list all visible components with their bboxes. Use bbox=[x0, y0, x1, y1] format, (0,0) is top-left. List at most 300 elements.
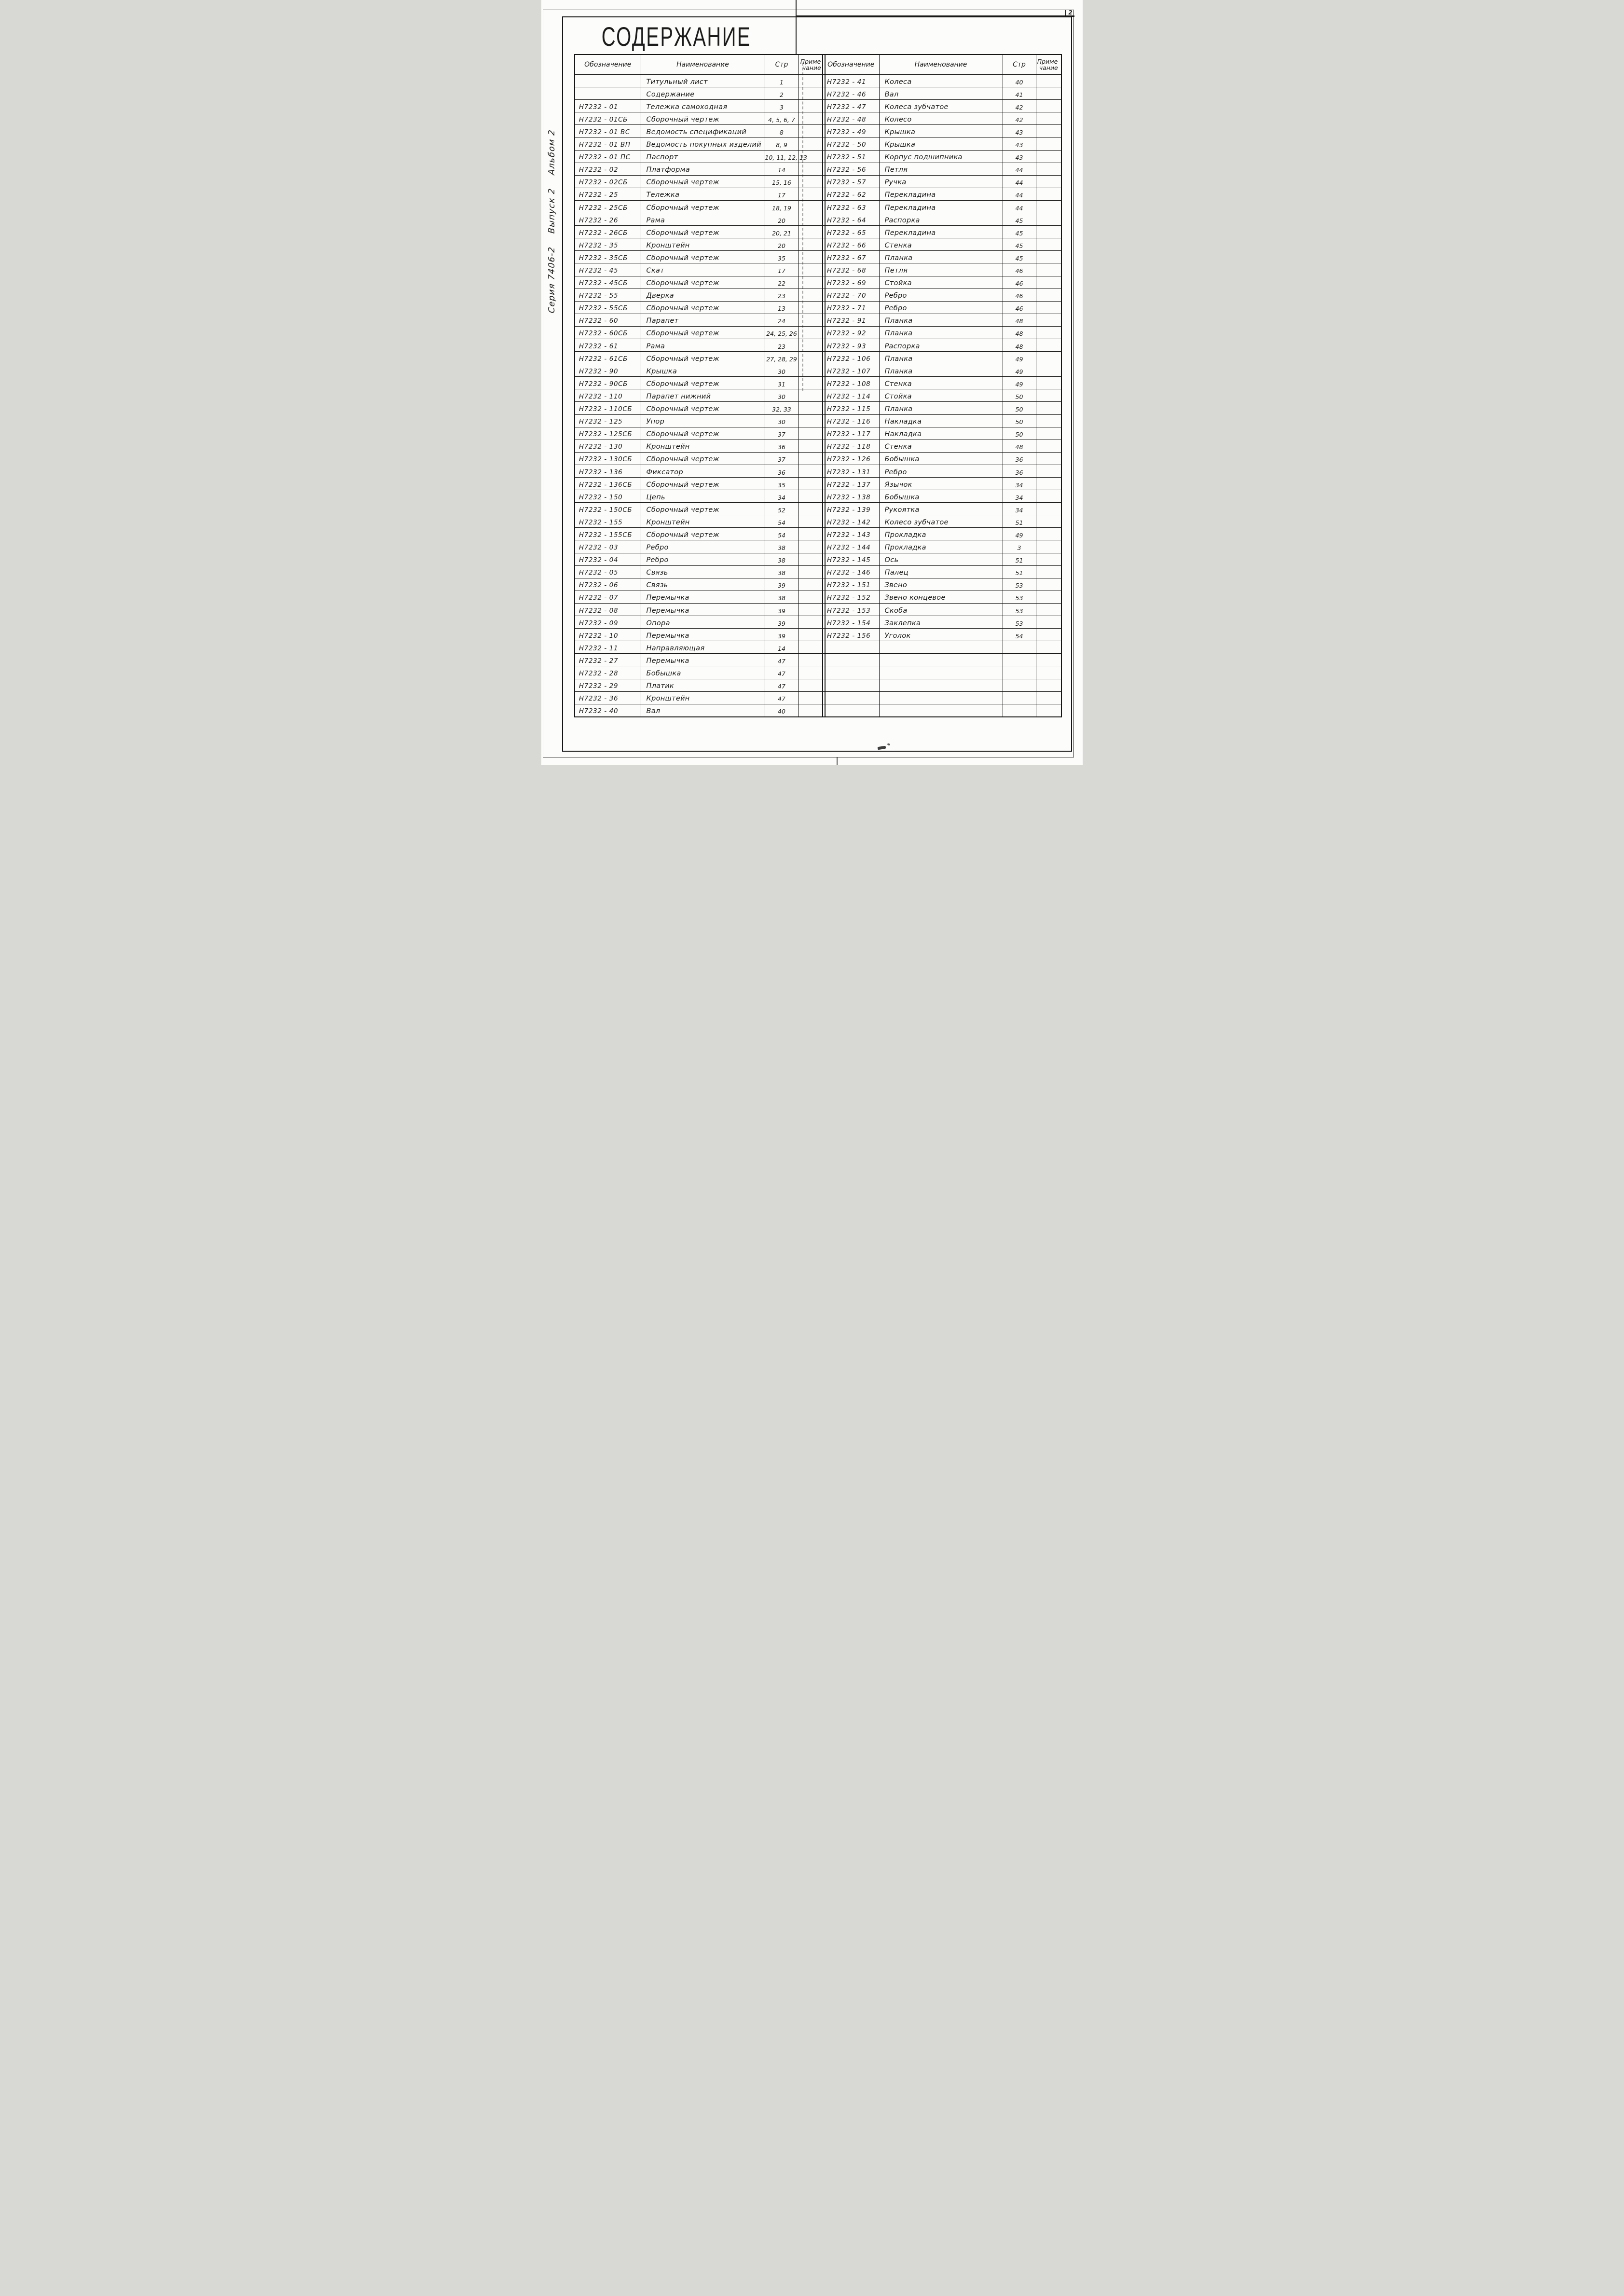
cell-name: Распорка bbox=[879, 339, 1003, 351]
table-row bbox=[575, 565, 825, 578]
table-row bbox=[823, 528, 1061, 540]
cell-designation: Н7232 - 41 bbox=[823, 75, 879, 87]
cell-designation: Н7232 - 115 bbox=[823, 402, 879, 414]
cell-pages: 44 bbox=[1003, 188, 1036, 200]
cell-name: Перемычка bbox=[641, 654, 765, 666]
cell-name bbox=[879, 641, 1003, 654]
cell-designation: Н7232 - 110 bbox=[575, 389, 641, 402]
table-row-empty bbox=[823, 691, 1061, 704]
cell-note bbox=[1036, 276, 1061, 289]
cell-name: Ребро bbox=[641, 553, 765, 565]
cell-note bbox=[1036, 112, 1061, 125]
cell-note bbox=[1036, 553, 1061, 565]
cell-name: Парапет bbox=[641, 314, 765, 326]
cell-designation: Н7232 - 40 bbox=[575, 704, 641, 717]
cell-pages: 17 bbox=[765, 263, 798, 276]
cell-note bbox=[1036, 251, 1061, 263]
cell-note bbox=[798, 578, 825, 591]
header-page: Стр bbox=[1003, 55, 1036, 75]
table-row bbox=[823, 364, 1061, 377]
cell-name: Распорка bbox=[879, 213, 1003, 226]
cell-designation: Н7232 - 130 bbox=[575, 440, 641, 452]
cell-designation bbox=[823, 704, 879, 717]
cell-name bbox=[879, 691, 1003, 704]
table-row bbox=[575, 414, 825, 427]
cell-note bbox=[798, 629, 825, 641]
cell-pages: 34 bbox=[1003, 490, 1036, 503]
table-row bbox=[823, 175, 1061, 188]
cell-note bbox=[1036, 666, 1061, 679]
cell-pages: 8 bbox=[765, 125, 798, 137]
cell-name: Связь bbox=[641, 578, 765, 591]
cell-pages: 36 bbox=[1003, 465, 1036, 477]
cell-pages: 54 bbox=[1003, 629, 1036, 641]
cell-name: Связь bbox=[641, 565, 765, 578]
table-row bbox=[823, 414, 1061, 427]
table-row bbox=[575, 578, 825, 591]
table-row bbox=[575, 591, 825, 603]
cell-designation: Н7232 - 01 ПС bbox=[575, 150, 641, 163]
cell-note bbox=[1036, 377, 1061, 389]
cell-pages: 51 bbox=[1003, 515, 1036, 528]
scanned-sheet bbox=[541, 0, 1083, 765]
cell-note bbox=[798, 528, 825, 540]
table-row bbox=[823, 238, 1061, 251]
cell-name: Опора bbox=[641, 616, 765, 629]
cell-note bbox=[798, 553, 825, 565]
table-row bbox=[575, 251, 825, 263]
cell-name: Сборочный чертеж bbox=[641, 301, 765, 314]
cell-pages: 18, 19 bbox=[765, 200, 798, 213]
cell-designation: Н7232 - 47 bbox=[823, 100, 879, 112]
cell-designation: Н7232 - 11 bbox=[575, 641, 641, 654]
table-row bbox=[823, 112, 1061, 125]
cell-name: Планка bbox=[879, 251, 1003, 263]
cell-designation: Н7232 - 49 bbox=[823, 125, 879, 137]
cell-name: Кронштейн bbox=[641, 238, 765, 251]
cell-designation: Н7232 - 63 bbox=[823, 200, 879, 213]
cell-designation: Н7232 - 01 ВС bbox=[575, 125, 641, 137]
table-row bbox=[823, 553, 1061, 565]
cell-designation: Н7232 - 93 bbox=[823, 339, 879, 351]
cell-pages: 47 bbox=[765, 691, 798, 704]
cell-pages: 37 bbox=[765, 427, 798, 440]
cell-note bbox=[1036, 137, 1061, 150]
table-row bbox=[575, 603, 825, 616]
cell-pages: 39 bbox=[765, 629, 798, 641]
table-row bbox=[575, 654, 825, 666]
cell-pages: 46 bbox=[1003, 301, 1036, 314]
table-row bbox=[575, 200, 825, 213]
header-note-line2: чание bbox=[1039, 64, 1058, 71]
table-row bbox=[575, 301, 825, 314]
cell-note bbox=[1036, 364, 1061, 377]
cell-pages: 48 bbox=[1003, 440, 1036, 452]
cell-designation: Н7232 - 35СБ bbox=[575, 251, 641, 263]
table-row bbox=[823, 452, 1061, 465]
cell-designation: Н7232 - 45СБ bbox=[575, 276, 641, 289]
cell-note bbox=[798, 679, 825, 691]
table-row bbox=[575, 490, 825, 503]
table-row bbox=[575, 112, 825, 125]
cell-pages: 2 bbox=[765, 87, 798, 100]
cell-pages: 36 bbox=[1003, 452, 1036, 465]
cell-note bbox=[798, 478, 825, 490]
cell-name: Колесо bbox=[879, 112, 1003, 125]
cell-name: Бобышка bbox=[879, 490, 1003, 503]
cell-designation: Н7232 - 10 bbox=[575, 629, 641, 641]
cell-note bbox=[798, 704, 825, 717]
cell-name: Сборочный чертеж bbox=[641, 478, 765, 490]
cell-name: Сборочный чертеж bbox=[641, 112, 765, 125]
cell-name: Петля bbox=[879, 263, 1003, 276]
table-row bbox=[823, 188, 1061, 200]
cell-pages: 48 bbox=[1003, 326, 1036, 339]
cell-note bbox=[1036, 238, 1061, 251]
cell-designation: Н7232 - 153 bbox=[823, 603, 879, 616]
cell-pages: 34 bbox=[765, 490, 798, 503]
cell-designation: Н7232 - 126 bbox=[823, 452, 879, 465]
table-row bbox=[575, 553, 825, 565]
cell-note bbox=[1036, 591, 1061, 603]
cell-name: Вал bbox=[641, 704, 765, 717]
cell-name: Стенка bbox=[879, 440, 1003, 452]
cell-pages: 51 bbox=[1003, 565, 1036, 578]
cell-designation: Н7232 - 61 bbox=[575, 339, 641, 351]
cell-designation: Н7232 - 27 bbox=[575, 654, 641, 666]
cell-designation: Н7232 - 01 ВП bbox=[575, 137, 641, 150]
cell-designation: Н7232 - 50 bbox=[823, 137, 879, 150]
cell-pages: 24, 25, 26 bbox=[765, 326, 798, 339]
cell-note bbox=[798, 452, 825, 465]
cell-designation: Н7232 - 26СБ bbox=[575, 226, 641, 238]
table-row bbox=[823, 137, 1061, 150]
table-row bbox=[575, 314, 825, 326]
cell-pages: 38 bbox=[765, 591, 798, 603]
cell-pages: 53 bbox=[1003, 603, 1036, 616]
header-note bbox=[1036, 55, 1061, 75]
table-row bbox=[575, 276, 825, 289]
cell-designation: Н7232 - 35 bbox=[575, 238, 641, 251]
cell-note bbox=[798, 389, 825, 402]
cell-designation bbox=[823, 691, 879, 704]
cell-name: Дверка bbox=[641, 289, 765, 301]
cell-name: Тележка самоходная bbox=[641, 100, 765, 112]
cell-note bbox=[1036, 163, 1061, 175]
table-row bbox=[823, 490, 1061, 503]
cell-designation: Н7232 - 145 bbox=[823, 553, 879, 565]
cell-designation: Н7232 - 118 bbox=[823, 440, 879, 452]
cell-pages: 54 bbox=[765, 515, 798, 528]
cell-note bbox=[1036, 540, 1061, 553]
cell-name: Рама bbox=[641, 339, 765, 351]
cell-pages: 50 bbox=[1003, 427, 1036, 440]
sheet-number-box bbox=[1065, 10, 1074, 17]
cell-pages: 42 bbox=[1003, 100, 1036, 112]
table-body bbox=[823, 75, 1061, 717]
cell-designation: Н7232 - 56 bbox=[823, 163, 879, 175]
cell-designation: Н7232 - 25 bbox=[575, 188, 641, 200]
table-body bbox=[575, 75, 825, 717]
cell-note bbox=[798, 691, 825, 704]
cell-designation: Н7232 - 01 bbox=[575, 100, 641, 112]
cell-name: Планка bbox=[879, 352, 1003, 364]
cell-designation: Н7232 - 48 bbox=[823, 112, 879, 125]
cell-designation: Н7232 - 125СБ bbox=[575, 427, 641, 440]
cell-pages: 27, 28, 29 bbox=[765, 352, 798, 364]
cell-designation: Н7232 - 26 bbox=[575, 213, 641, 226]
cell-name: Сборочный чертеж bbox=[641, 352, 765, 364]
cell-note bbox=[1036, 503, 1061, 515]
cell-designation: Н7232 - 25СБ bbox=[575, 200, 641, 213]
cell-note bbox=[1036, 515, 1061, 528]
table-row bbox=[575, 175, 825, 188]
cell-designation: Н7232 - 02СБ bbox=[575, 175, 641, 188]
cell-note bbox=[798, 540, 825, 553]
cell-name: Прокладка bbox=[879, 528, 1003, 540]
cell-designation: Н7232 - 125 bbox=[575, 414, 641, 427]
cell-note bbox=[1036, 389, 1061, 402]
cell-pages: 20 bbox=[765, 213, 798, 226]
cell-pages: 50 bbox=[1003, 389, 1036, 402]
cell-designation: Н7232 - 90СБ bbox=[575, 377, 641, 389]
cell-note bbox=[1036, 603, 1061, 616]
table-row bbox=[575, 263, 825, 276]
cell-pages bbox=[1003, 691, 1036, 704]
cell-name: Содержание bbox=[641, 87, 765, 100]
table-row bbox=[823, 578, 1061, 591]
table-row bbox=[575, 364, 825, 377]
cell-name: Кронштейн bbox=[641, 440, 765, 452]
cell-name: Бобышка bbox=[641, 666, 765, 679]
cell-pages: 34 bbox=[1003, 478, 1036, 490]
table-row bbox=[823, 427, 1061, 440]
table-row bbox=[575, 503, 825, 515]
cell-name: Колесо зубчатое bbox=[879, 515, 1003, 528]
cell-designation: Н7232 - 55 bbox=[575, 289, 641, 301]
cell-name: Фиксатор bbox=[641, 465, 765, 477]
cell-designation: Н7232 - 137 bbox=[823, 478, 879, 490]
cell-name: Сборочный чертеж bbox=[641, 377, 765, 389]
table-row bbox=[575, 540, 825, 553]
cell-note bbox=[798, 666, 825, 679]
table-row bbox=[575, 515, 825, 528]
table-row bbox=[575, 289, 825, 301]
cell-pages: 17 bbox=[765, 188, 798, 200]
cell-pages: 47 bbox=[765, 654, 798, 666]
cell-pages: 50 bbox=[1003, 414, 1036, 427]
cell-note bbox=[1036, 478, 1061, 490]
cell-pages: 39 bbox=[765, 578, 798, 591]
cell-note bbox=[798, 591, 825, 603]
table-row bbox=[823, 150, 1061, 163]
table-row bbox=[575, 87, 825, 100]
cell-designation: Н7232 - 09 bbox=[575, 616, 641, 629]
cell-name: Планка bbox=[879, 402, 1003, 414]
cell-pages: 43 bbox=[1003, 137, 1036, 150]
cell-pages: 47 bbox=[765, 679, 798, 691]
cell-name: Сборочный чертеж bbox=[641, 175, 765, 188]
cell-designation: Н7232 - 45 bbox=[575, 263, 641, 276]
cell-name: Сборочный чертеж bbox=[641, 251, 765, 263]
cell-note bbox=[1036, 150, 1061, 163]
table-row bbox=[575, 163, 825, 175]
cell-pages: 43 bbox=[1003, 125, 1036, 137]
cell-name: Стенка bbox=[879, 377, 1003, 389]
table-row bbox=[575, 377, 825, 389]
cell-designation: Н7232 - 155 bbox=[575, 515, 641, 528]
cell-name: Уголок bbox=[879, 629, 1003, 641]
cell-designation: Н7232 - 66 bbox=[823, 238, 879, 251]
header-page: Стр bbox=[765, 55, 798, 75]
cell-name: Титульный лист bbox=[641, 75, 765, 87]
table-row bbox=[575, 427, 825, 440]
cell-pages: 43 bbox=[1003, 150, 1036, 163]
cell-name: Ось bbox=[879, 553, 1003, 565]
cell-designation: Н7232 - 67 bbox=[823, 251, 879, 263]
cell-designation: Н7232 - 117 bbox=[823, 427, 879, 440]
fold-mark-line bbox=[796, 0, 797, 55]
cell-name: Перемычка bbox=[641, 591, 765, 603]
table-row bbox=[823, 301, 1061, 314]
cell-note bbox=[1036, 414, 1061, 427]
table-row bbox=[823, 163, 1061, 175]
cell-designation: Н7232 - 64 bbox=[823, 213, 879, 226]
cell-pages: 40 bbox=[1003, 75, 1036, 87]
cell-pages: 39 bbox=[765, 603, 798, 616]
cell-pages: 34 bbox=[1003, 503, 1036, 515]
cell-designation: Н7232 - 156 bbox=[823, 629, 879, 641]
cell-pages: 38 bbox=[765, 565, 798, 578]
cell-designation: Н7232 - 69 bbox=[823, 276, 879, 289]
cell-pages: 53 bbox=[1003, 616, 1036, 629]
table-row bbox=[823, 326, 1061, 339]
cell-pages: 45 bbox=[1003, 238, 1036, 251]
cell-note bbox=[1036, 100, 1061, 112]
cell-name: Накладка bbox=[879, 414, 1003, 427]
cell-note bbox=[798, 427, 825, 440]
table-row bbox=[823, 87, 1061, 100]
cell-designation bbox=[823, 641, 879, 654]
cell-name: Рукоятка bbox=[879, 503, 1003, 515]
cell-note bbox=[1036, 175, 1061, 188]
cell-pages: 47 bbox=[765, 666, 798, 679]
table-row bbox=[575, 213, 825, 226]
sheet-number: 2 bbox=[1068, 9, 1073, 16]
cell-name: Цепь bbox=[641, 490, 765, 503]
table-row bbox=[575, 528, 825, 540]
table-row bbox=[823, 565, 1061, 578]
table-row bbox=[823, 465, 1061, 477]
cell-name bbox=[879, 704, 1003, 717]
cell-pages: 31 bbox=[765, 377, 798, 389]
cell-pages: 8, 9 bbox=[765, 137, 798, 150]
cell-designation: Н7232 - 60 bbox=[575, 314, 641, 326]
cell-designation bbox=[823, 679, 879, 691]
cell-designation: Н7232 - 46 bbox=[823, 87, 879, 100]
table-row bbox=[823, 402, 1061, 414]
cell-pages bbox=[1003, 704, 1036, 717]
table-row bbox=[823, 289, 1061, 301]
cell-name: Прокладка bbox=[879, 540, 1003, 553]
cell-pages: 35 bbox=[765, 478, 798, 490]
cell-pages: 23 bbox=[765, 339, 798, 351]
cell-designation: Н7232 - 08 bbox=[575, 603, 641, 616]
cell-note bbox=[1036, 629, 1061, 641]
table-row bbox=[575, 326, 825, 339]
page-title bbox=[599, 23, 754, 50]
cell-designation: Н7232 - 65 bbox=[823, 226, 879, 238]
table-row bbox=[823, 251, 1061, 263]
cell-name: Планка bbox=[879, 326, 1003, 339]
cell-note bbox=[1036, 465, 1061, 477]
cell-note bbox=[798, 641, 825, 654]
table-row bbox=[575, 402, 825, 414]
cell-pages: 51 bbox=[1003, 553, 1036, 565]
top-rule bbox=[796, 15, 1074, 16]
cell-note bbox=[798, 490, 825, 503]
cell-designation: Н7232 - 02 bbox=[575, 163, 641, 175]
cell-designation: Н7232 - 106 bbox=[823, 352, 879, 364]
table-row bbox=[823, 314, 1061, 326]
cell-designation: Н7232 - 146 bbox=[823, 565, 879, 578]
cell-pages: 22 bbox=[765, 276, 798, 289]
table-header bbox=[823, 55, 1061, 75]
cell-designation: Н7232 - 152 bbox=[823, 591, 879, 603]
cell-note bbox=[798, 654, 825, 666]
header-name: Наименование bbox=[641, 55, 765, 75]
cell-name: Перемычка bbox=[641, 629, 765, 641]
cell-name: Звено концевое bbox=[879, 591, 1003, 603]
cell-note bbox=[1036, 528, 1061, 540]
cell-note bbox=[798, 603, 825, 616]
cell-designation: Н7232 - 142 bbox=[823, 515, 879, 528]
cell-pages: 36 bbox=[765, 465, 798, 477]
cell-note bbox=[1036, 440, 1061, 452]
cell-name: Ребро bbox=[879, 289, 1003, 301]
cell-pages bbox=[1003, 679, 1036, 691]
cell-note bbox=[1036, 188, 1061, 200]
cell-pages: 46 bbox=[1003, 276, 1036, 289]
cell-pages: 4, 5, 6, 7 bbox=[765, 112, 798, 125]
cell-name: Кронштейн bbox=[641, 691, 765, 704]
cell-note bbox=[1036, 226, 1061, 238]
cell-pages: 30 bbox=[765, 389, 798, 402]
cell-designation: Н7232 - 130СБ bbox=[575, 452, 641, 465]
table-row-empty bbox=[823, 679, 1061, 691]
cell-name: Парапет нижний bbox=[641, 389, 765, 402]
cell-name: Направляющая bbox=[641, 641, 765, 654]
cell-designation: Н7232 - 139 bbox=[823, 503, 879, 515]
cell-name: Сборочный чертеж bbox=[641, 452, 765, 465]
cell-designation: Н7232 - 110СБ bbox=[575, 402, 641, 414]
cell-name: Колеса зубчатое bbox=[879, 100, 1003, 112]
table-row bbox=[575, 150, 825, 163]
table-row bbox=[823, 591, 1061, 603]
cell-pages: 49 bbox=[1003, 528, 1036, 540]
cell-name: Бобышка bbox=[879, 452, 1003, 465]
cell-note bbox=[1036, 641, 1061, 654]
cell-note bbox=[1036, 691, 1061, 704]
cell-name: Перекладина bbox=[879, 200, 1003, 213]
cell-note bbox=[798, 440, 825, 452]
table-row bbox=[575, 691, 825, 704]
cell-name: Перекладина bbox=[879, 188, 1003, 200]
cell-pages: 46 bbox=[1003, 289, 1036, 301]
cell-designation: Н7232 - 57 bbox=[823, 175, 879, 188]
table-row-empty bbox=[823, 666, 1061, 679]
cell-designation: Н7232 - 107 bbox=[823, 364, 879, 377]
